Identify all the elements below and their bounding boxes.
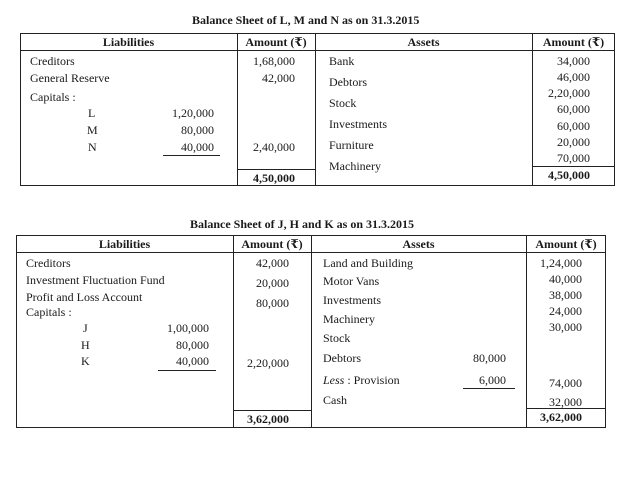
- sheet2-header-amount-right: Amount (₹): [535, 237, 597, 251]
- sheet1-partner-value: 80,000: [181, 123, 214, 137]
- sheet2-asset-label: Cash: [323, 393, 347, 407]
- sheet2-partner-value: 1,00,000: [167, 321, 209, 335]
- sheet2-ifr-label: Investment Fluctuation Fund: [26, 273, 165, 287]
- sheet1-capitals-total: 2,40,000: [253, 140, 295, 154]
- sheet1-header-amount-left: Amount (₹): [245, 35, 307, 49]
- sheet2-total-left: 3,62,000: [247, 412, 289, 426]
- sheet2-asset-label: Stock: [323, 331, 351, 345]
- sheet1-capital-underline: [163, 155, 220, 156]
- sheet2-ifr-amount: 20,000: [256, 276, 289, 290]
- sheet1-total-right: 4,50,000: [548, 168, 590, 182]
- sheet1-general-reserve-label: General Reserve: [30, 71, 110, 85]
- sheet2-capitals-label: Capitals :: [26, 305, 72, 319]
- sheet2-creditors-amount: 42,000: [256, 256, 289, 270]
- sheet2-provision-amount: 6,000: [479, 373, 506, 387]
- sheet2-asset-amount: 38,000: [549, 288, 582, 302]
- sheet2-header-liabilities: Liabilities: [98, 237, 151, 251]
- sheet1-asset-label: Bank: [329, 54, 355, 68]
- sheet1-header-amount-right: Amount (₹): [542, 35, 605, 49]
- sheet1-asset-amount: 60,000: [557, 119, 590, 133]
- sheet2-asset-amount: 32,000: [549, 395, 582, 409]
- sheet1-asset-label: Stock: [329, 96, 357, 110]
- sheet1-total-line-right: [532, 166, 615, 167]
- sheet2-asset-amount: 24,000: [549, 304, 582, 318]
- sheet1-capitals-label: Capitals :: [30, 90, 76, 104]
- sheet1-asset-amount: 70,000: [557, 151, 590, 165]
- sheet1-asset-label: Machinery: [329, 159, 381, 173]
- sheet1-partner-name: L: [88, 106, 96, 120]
- sheet1-frame: [20, 33, 615, 186]
- sheet2-capitals-total: 2,20,000: [247, 356, 289, 370]
- sheet2-asset-amount: 1,24,000: [540, 256, 582, 270]
- sheet2-col-divider-2: [311, 235, 312, 428]
- sheet1-asset-label: Debtors: [329, 75, 367, 89]
- sheet2-creditors-label: Creditors: [26, 256, 71, 270]
- sheet2-header-amount-left: Amount (₹): [241, 237, 303, 251]
- sheet2-debtors-amount: 80,000: [473, 351, 506, 365]
- sheet2-total-line-left: [233, 410, 311, 411]
- sheet1-asset-label: Furniture: [329, 138, 374, 152]
- sheet1-asset-label: Investments: [329, 117, 387, 131]
- sheet1-asset-amount: 20,000: [557, 135, 590, 149]
- sheet1-general-reserve-amount: 42,000: [262, 71, 295, 85]
- sheet1-total-left: 4,50,000: [253, 171, 295, 185]
- sheet1-asset-amount: 60,000: [557, 102, 590, 116]
- sheet2-provision-underline: [463, 388, 515, 389]
- sheet2-partner-name: K: [81, 354, 90, 368]
- sheet1-title: Balance Sheet of L, M and N as on 31.3.2015: [192, 13, 420, 27]
- sheet2-asset-amount: 40,000: [549, 272, 582, 286]
- sheet2-provision-word: : Provision: [344, 373, 400, 387]
- sheet2-asset-label: Investments: [323, 293, 381, 307]
- sheet2-asset-label: Land and Building: [323, 256, 413, 270]
- sheet2-total-right: 3,62,000: [540, 410, 582, 424]
- sheet2-title: Balance Sheet of J, H and K as on 31.3.2015: [190, 217, 415, 231]
- sheet1-partner-value: 40,000: [181, 140, 214, 154]
- sheet1-partner-name: M: [87, 123, 98, 137]
- sheet2-partner-value: 40,000: [176, 354, 209, 368]
- sheet2-asset-label: Motor Vans: [323, 274, 380, 288]
- sheet2-partner-value: 80,000: [176, 338, 209, 352]
- sheet1-asset-amount: 2,20,000: [548, 86, 590, 100]
- sheet1-asset-amount: 46,000: [557, 70, 590, 84]
- sheet2-partner-name: J: [83, 321, 88, 335]
- sheet1-creditors-label: Creditors: [30, 54, 75, 68]
- sheet1-header-divider: [20, 50, 615, 51]
- sheet2-asset-label: Machinery: [323, 312, 375, 326]
- sheet1-header-liabilities: Liabilities: [102, 35, 155, 49]
- sheet2-asset-label: Debtors: [323, 351, 361, 365]
- sheet1-total-line-left: [237, 169, 315, 170]
- sheet1-partner-name: N: [88, 140, 97, 154]
- sheet2-asset-amount: 30,000: [549, 320, 582, 334]
- sheet1-creditors-amount: 1,68,000: [253, 54, 295, 68]
- sheet1-header-assets: Assets: [407, 35, 440, 49]
- sheet2-capital-underline: [158, 370, 216, 371]
- sheet1-partner-value: 1,20,000: [172, 106, 214, 120]
- sheet2-asset-amount: 74,000: [549, 376, 582, 390]
- sheet2-header-assets: Assets: [402, 237, 435, 251]
- sheet2-pl-amount: 80,000: [256, 296, 289, 310]
- sheet1-col-divider-2: [315, 33, 316, 186]
- sheet2-less-word: Less: [323, 373, 345, 387]
- sheet2-partner-name: H: [81, 338, 90, 352]
- sheet1-asset-amount: 34,000: [557, 54, 590, 68]
- sheet2-pl-label: Profit and Loss Account: [26, 290, 143, 304]
- sheet2-provision-label: [323, 373, 400, 387]
